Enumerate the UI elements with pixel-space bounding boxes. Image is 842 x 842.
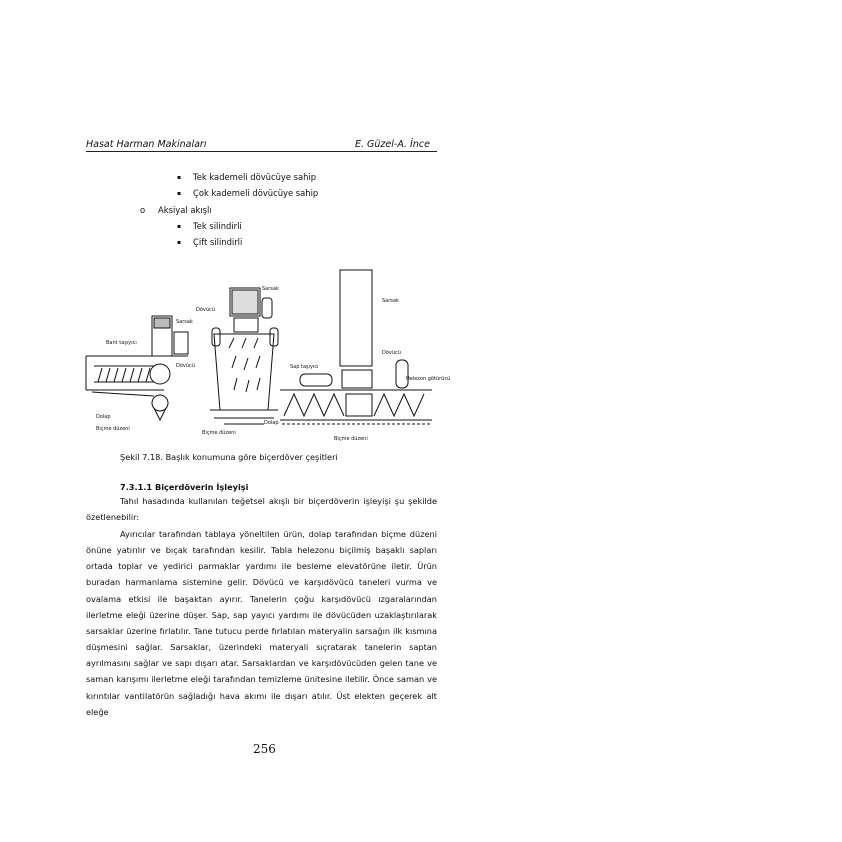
fig-label-bant: Bant taşıyıcı bbox=[106, 340, 137, 346]
list-item: Çok kademeli dövücüye sahip bbox=[193, 188, 319, 198]
fig-label-helezon: Helezon götürücü bbox=[406, 376, 451, 382]
circle-bullet-icon: o bbox=[140, 205, 146, 215]
paragraph: Ayırıcılar tarafından tablaya yöneltilen ürün, dolap tarafından biçme düzeni önüne yatırılır ve bıçak tarafından kesilir. Tabla helezonu biçilmiş başaklı sapları ortada toplar ve yedirici parmaklar yardımı ile besleme elevatörüne iletir. Ürün buradan harmanlama sistemine gelir. Dövücü ve karşıdövücü taneleri vurma ve ovalama etkisi ile başaktan ayırır. Tanelerin çoğu karşıdövücü ızgaralarından ilerletme eleği üzerine düşer. Sap, sap yayıcı yardımı ile dövücüden uzaklaştırılarak sarsaklar üzerine fırlatılır. Tane tutucu perde fırlatılan materyalin sarsağın ilk kısmına düşmesini sağlar. Sarsaklar, üzerindeki materyali sıçratarak tanelerin saptan ayrılmasını sağlar ve sapı dışarı atar. Sarsaklardan ve karşıdövücüden gelen tane ve saman karışımı ilerletme eleği tarafından temizleme ünitesine iletilir. Önce saman ve kırıntılar vantilatörün sağladığı hava akımı ile dışarı atılır. Üst elekten geçerek alt eleğe bbox=[86, 529, 437, 717]
fig-label-bicme-1: Biçme düzeni bbox=[96, 426, 130, 432]
combine-diagram-3 bbox=[280, 270, 432, 424]
fig-label-dolap-2: Dolap bbox=[264, 420, 279, 426]
fig-label-dovucu-3: Dövücü bbox=[382, 350, 401, 356]
square-bullet-icon: ▪ bbox=[177, 174, 182, 181]
paragraph: Tahıl hasadında kullanılan teğetsel akışlı bir biçerdöverin işleyişi şu şekilde özetlenebilir: bbox=[86, 496, 437, 523]
running-header-authors: E. Güzel-A. İnce bbox=[355, 139, 430, 150]
running-header-title: Hasat Harman Makinaları bbox=[86, 139, 207, 150]
fig-label-sarsak-1: Sarsak bbox=[176, 319, 193, 325]
combine-types-figure bbox=[84, 268, 451, 450]
fig-label-bicme-3: Biçme düzeni bbox=[334, 436, 368, 442]
list-item: Tek silindirli bbox=[193, 221, 242, 231]
combine-diagram-2 bbox=[210, 288, 278, 424]
square-bullet-icon: ▪ bbox=[177, 223, 182, 230]
fig-label-dovucu-1: Dövücü bbox=[176, 363, 195, 369]
fig-label-sap: Sap taşıyıcı bbox=[290, 364, 319, 370]
list-item: Tek kademeli dövücüye sahip bbox=[193, 172, 317, 182]
header-rule bbox=[86, 151, 437, 152]
list-item: Aksiyal akışlı bbox=[158, 205, 212, 215]
fig-label-dolap-1: Dolap bbox=[96, 414, 111, 420]
square-bullet-icon: ▪ bbox=[177, 190, 182, 197]
fig-label-dovucu-2: Dövücü bbox=[196, 307, 215, 313]
page-number: 256 bbox=[253, 742, 276, 756]
fig-label-sarsak-2: Sarsak bbox=[262, 286, 279, 292]
figure-caption: Şekil 7.18. Başlık konumuna göre biçerdöver çeşitleri bbox=[120, 452, 338, 462]
section-title: 7.3.1.1 Biçerdöverin İşleyişi bbox=[120, 482, 249, 492]
fig-label-sarsak-3: Sarsak bbox=[382, 298, 399, 304]
combine-diagram-1 bbox=[86, 316, 188, 420]
square-bullet-icon: ▪ bbox=[177, 239, 182, 246]
fig-label-bicme-2: Biçme düzeni bbox=[202, 430, 236, 436]
list-item: Çift silindirli bbox=[193, 237, 243, 247]
